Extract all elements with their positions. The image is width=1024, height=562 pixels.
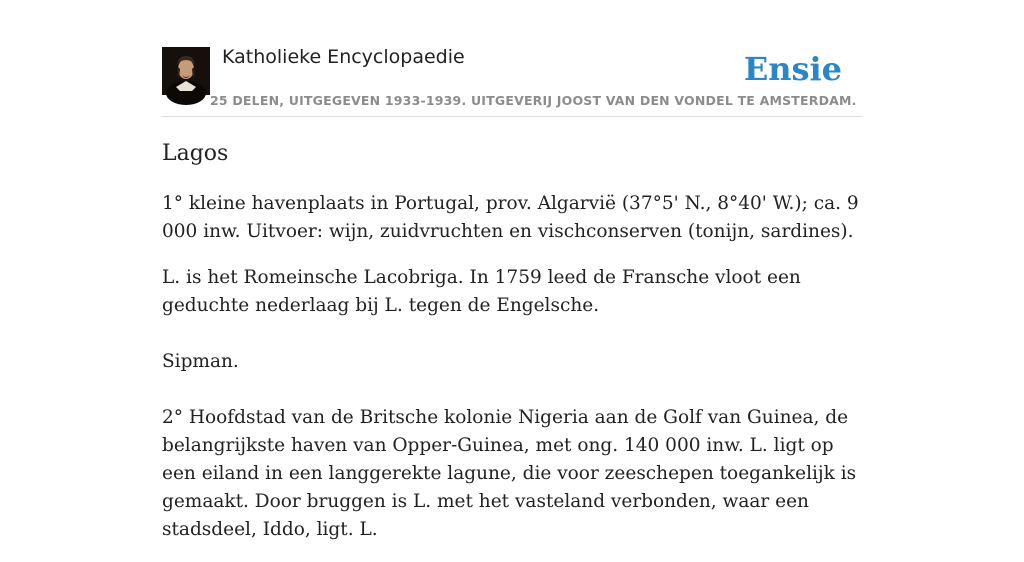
source-title[interactable]: Katholieke Encyclopaedie (222, 46, 465, 68)
entry-author: Sipman. (162, 351, 239, 372)
source-subtitle: 25 DELEN, UITGEGEVEN 1933-1939. UITGEVERIJ JOOST VAN DEN VONDEL TE AMSTERDAM. (210, 93, 857, 108)
brand-logo[interactable]: Ensie (743, 50, 842, 88)
entry-content (162, 138, 862, 562)
entry-title: Lagos (162, 141, 229, 166)
entry-paragraph: 1° kleine havenplaats in Portugal, prov. Algarvië (37°5' N., 8°40' W.); ca. 9 000 inw. Uitvoer: wijn, zuidvruchten en vischconserven (tonijn, sardines). (162, 193, 859, 242)
entry-paragraph: L. is het Romeinsche Lacobriga. In 1759 leed de Fransche vloot een geduchte nederlaag bij L. tegen de Engelsche. (162, 267, 801, 316)
portrait-avatar-icon (162, 47, 210, 95)
source-header (162, 40, 862, 117)
source-avatar[interactable] (162, 47, 210, 95)
entry-paragraph: 2° Hoofdstad van de Britsche kolonie Nigeria aan de Golf van Guinea, de belangrijkste haven van Opper-Guinea, met ong. 140 000 inw. L. ligt op een eiland in een langgerekte lagune, die voor zeeschepen toegankelijk is gemaakt. Door bruggen is L. met het vasteland verbonden, waar een stadsdeel, Iddo, ligt. L. (162, 407, 857, 540)
